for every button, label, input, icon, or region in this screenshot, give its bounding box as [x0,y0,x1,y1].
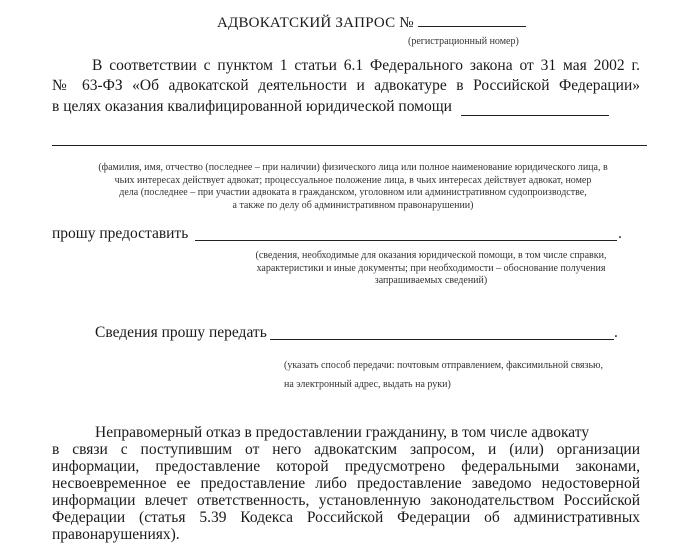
transfer-note-line-2: на электронный адрес, выдать на руки) [284,379,451,390]
intro-line-3: в целях оказания квалифицированной юридической помощи [52,98,452,115]
transfer-method-blank[interactable] [270,339,614,340]
registration-number-blank[interactable] [418,14,526,27]
transfer-note [284,356,603,394]
request-note-line-1: (сведения, необходимые для оказания юридической помощи, в том числе справки, [255,250,607,261]
registration-number-note: (регистрационный номер) [408,36,519,47]
warning-line-4: несвоевременное ее предоставление либо предоставление заведомо недостоверной [52,475,640,492]
document-title [217,14,526,32]
person-note [58,162,648,212]
warning-line-5: информации влечет ответственность, установленную законодательством Российской [52,492,640,509]
transfer-label: Сведения прошу передать [95,324,267,341]
title-text: АДВОКАТСКИЙ ЗАПРОС № [217,15,414,31]
warning-line-6: Федерации (статья 5.39 Кодекса Российской Федерации об административных [52,509,640,526]
warning-line-7: правонарушениях). [52,526,180,543]
request-label: прошу предоставить [52,225,189,242]
warning-line-2: в связи с поступившим от него адвокатским запросом, и (или) организации [52,441,640,458]
request-note [222,250,640,288]
request-end-mark: . [618,225,622,242]
person-note-line-2: чьих интересах действует адвокат; процессуальное положение лица, в чьих интересах действует адвокат, номер [114,174,592,186]
client-name-blank-1[interactable] [461,115,609,116]
intro-line-2: № 63-ФЗ «Об адвокатской деятельности и адвокатуре в Российской Федерации» [52,77,640,94]
person-note-line-1: (фамилия, имя, отчество (последнее – при наличии) физического лица или полное наименование юридического лица, в [98,162,608,173]
transfer-end-mark: . [614,324,618,341]
person-note-line-3: дела (последнее – при участии адвоката в гражданском, уголовном или административном судопроизводстве, [119,187,587,198]
warning-line-1: Неправомерный отказ в предоставлении гражданину, в том числе адвокату [95,424,590,441]
client-name-blank-2[interactable] [52,145,647,146]
requested-info-blank[interactable] [195,240,617,241]
request-note-line-3: запрашиваемых сведений) [374,275,488,286]
warning-line-3: информации, предоставление которой предусмотрено федеральными законами, [52,458,640,475]
person-note-line-4: а также по делу об административном правонарушении) [232,199,474,211]
request-note-line-2: характеристики и иные документы; при необходимости – обоснование получения [256,262,606,274]
intro-line-1: В соответствии с пунктом 1 статьи 6.1 Федерального закона от 31 мая 2002 г. [92,57,640,74]
transfer-note-line-1: (указать способ передачи: почтовым отправлением, факсимильной связью, [284,360,603,371]
